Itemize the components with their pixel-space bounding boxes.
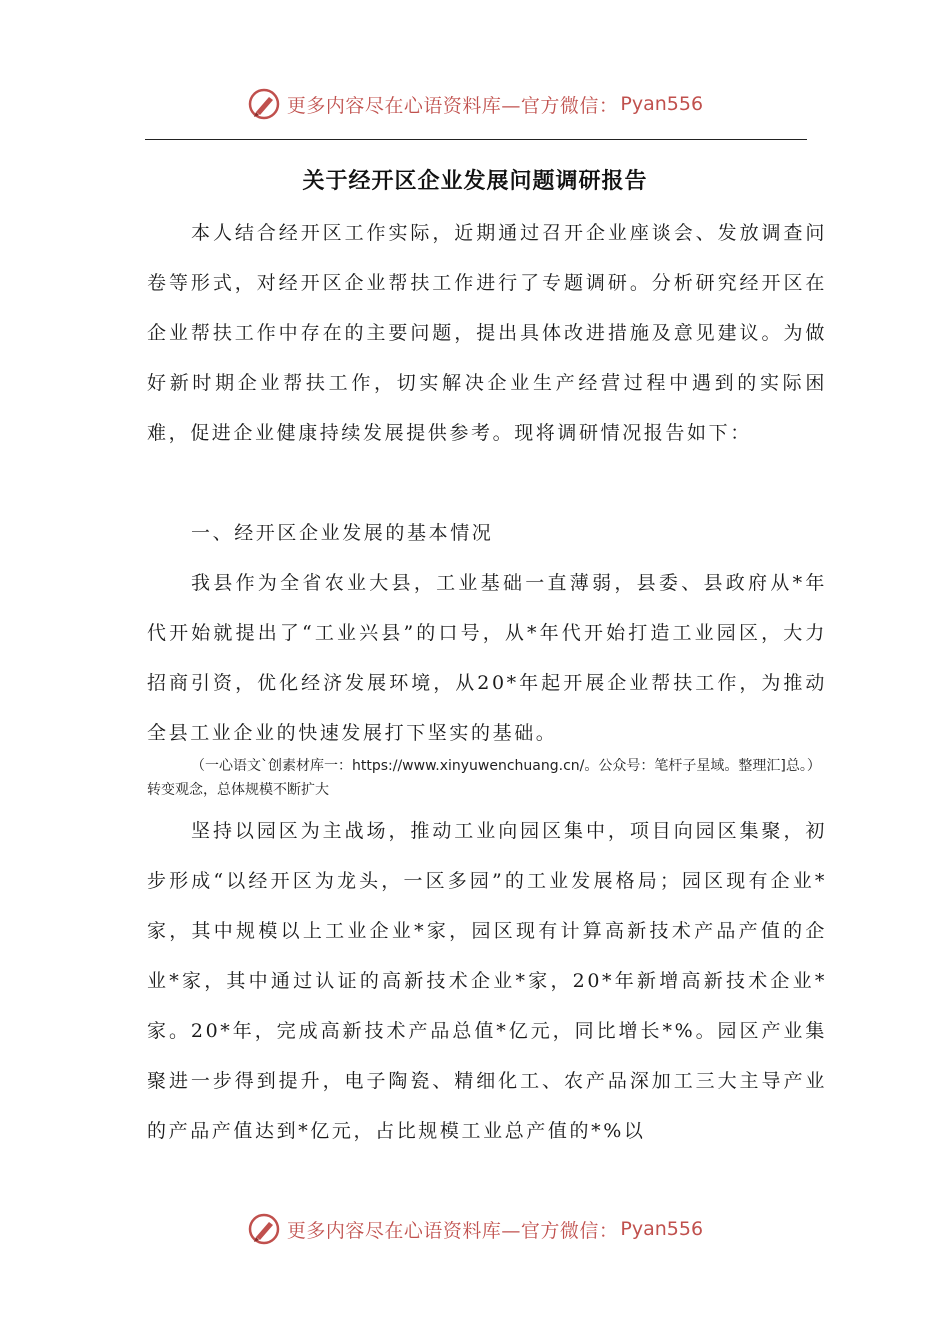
document-title: 关于经开区企业发展问题调研报告 bbox=[302, 168, 648, 194]
banner-text: 更多内容尽在心语资料库—官方微信： bbox=[286, 94, 619, 117]
paragraph-basic-situation: 我县作为全省农业大县，工业基础一直薄弱，县委、县政府从*年代开始就提出了“工业兴县”的口号，从*年代开始打造工业园区，大力招商引资，优化经济发展环境，从20*年起开展企业帮扶工作，为推动全县工业企业的快速发展打下坚实的基础。 bbox=[147, 572, 827, 744]
pen-logo-icon bbox=[247, 87, 281, 121]
paragraph-park-development: 坚持以园区为主战场，推动工业向园区集中，项目向园区集聚，初步形成“以经开区为龙头，一区多园”的工业发展格局；园区现有企业*家，其中规模以上工业企业*家，园区现有计算高新技术产品产值的企业*家，其中通过认证的高新技术企业*家，20*年新增高新技术企业*家。20*年，完成高新技术产品总值*亿元，同比增长*%。园区产业集聚进一步得到提升，电子陶瓷、精细化工、农产品深加工三大主导产业的产品产值达到*亿元，占比规模工业总产值的*%以 bbox=[147, 820, 827, 1142]
paragraph-intro: 本人结合经开区工作实际，近期通过召开企业座谈会、发放调查问卷等形式，对经开区企业帮扶工作进行了专题调研。分析研究经开区在企业帮扶工作中存在的主要问题，提出具体改进措施及意见建议。为做好新时期企业帮扶工作，切实解决企业生产经营过程中遇到的实际困难，促进企业健康持续发展提供参考。现将调研情况报告如下： bbox=[147, 222, 827, 444]
header-divider bbox=[145, 139, 807, 140]
banner-wechat-id: Pyan556 bbox=[620, 93, 704, 115]
footer-banner bbox=[0, 1209, 950, 1249]
banner-text: 更多内容尽在心语资料库—官方微信： bbox=[286, 1219, 619, 1242]
pen-logo-icon bbox=[247, 1212, 281, 1246]
section-heading-1: 一、经开区企业发展的基本情况 bbox=[191, 522, 494, 544]
header-banner bbox=[0, 84, 950, 124]
source-note: （一心语文`创素材库一：https://www.xinyuwenchuang.cn/。公众号：笔杆子星域。整理汇]总。）转变观念，总体规模不断扩大 bbox=[147, 758, 821, 798]
banner-wechat-id: Pyan556 bbox=[620, 1218, 704, 1240]
